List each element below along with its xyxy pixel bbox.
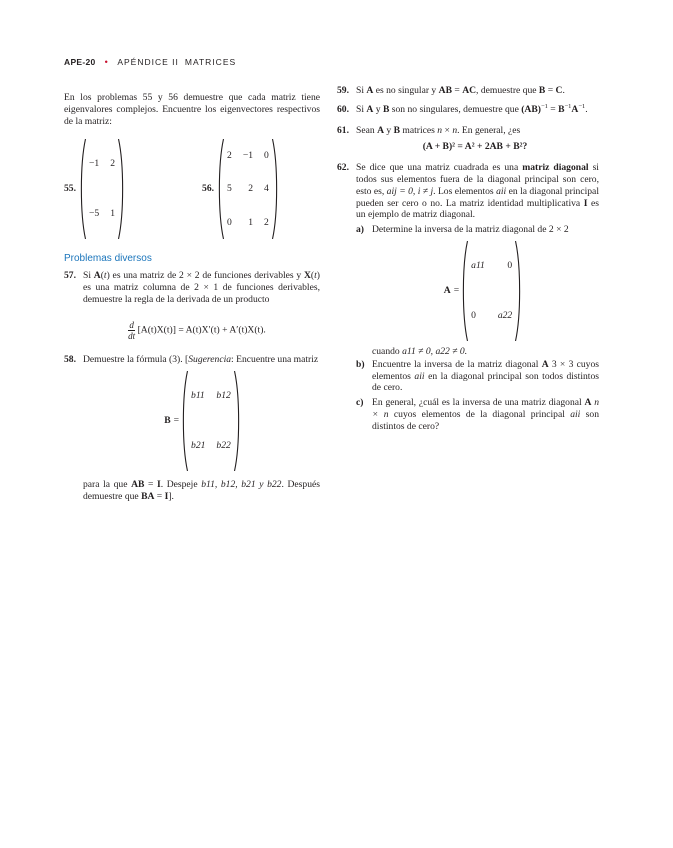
- matrix-A-diagonal: [462, 241, 521, 341]
- mA-r2c1: 0: [471, 310, 476, 322]
- p60-t3: son no singulares, demuestre que: [389, 103, 522, 115]
- p62-term: matriz diagonal: [522, 162, 589, 174]
- p61-t2: y: [384, 124, 394, 136]
- m56-r3c1: 0: [227, 216, 232, 228]
- p59-C: C: [555, 85, 563, 96]
- p57-paren-2: (: [310, 270, 315, 282]
- p59-t5: =: [545, 85, 556, 96]
- problem-62-number: 62.: [337, 162, 349, 174]
- p62-matrix-A-equation: [356, 241, 599, 341]
- p57-equation-text: [A(t)X(t)] = A(t)X′(t) + A′(t)X(t).: [137, 324, 266, 336]
- problem-58: [64, 354, 320, 366]
- p62-c-t2: cuyos elementos de la diagonal principal: [388, 408, 571, 420]
- p59-AC: AC: [462, 85, 477, 96]
- p61-B: B: [393, 124, 400, 136]
- p62-b-dim: 3 × 3: [548, 358, 574, 370]
- problem-55-number: 55.: [64, 183, 76, 195]
- p61-A: A: [377, 124, 384, 136]
- m56-r3c2: 1: [248, 216, 254, 228]
- p59-AB: AB: [438, 85, 452, 96]
- p60-exp-3: −1: [578, 102, 586, 110]
- p57-frac-num: d: [129, 319, 134, 330]
- problem-59-number: 59.: [337, 85, 349, 96]
- m55-r2c2: 1: [110, 208, 116, 220]
- p58-matrix-B-equation: [64, 371, 320, 471]
- p62-equals: =: [453, 285, 460, 297]
- page-code: APE-20: [64, 57, 96, 67]
- p62-a-cond: a11 ≠ 0, a22 ≠ 0.: [402, 345, 468, 357]
- p61-n2: n: [452, 124, 458, 136]
- p60-A: A: [366, 103, 374, 115]
- p61-t1: Sean: [356, 124, 378, 136]
- p62-c-aii: aii: [570, 408, 581, 420]
- running-header: [64, 57, 236, 67]
- problem-62-parts: [337, 224, 599, 432]
- header-bullet: •: [104, 57, 109, 67]
- p59-t1: Si: [356, 85, 367, 96]
- p62-b-label: b): [356, 358, 365, 370]
- p57-paren: (: [100, 270, 104, 282]
- p57-matrix-A: A: [93, 270, 101, 282]
- p62-t1: Se dice que una matriz cuadrada es una: [356, 162, 523, 174]
- p58-AB: AB: [131, 479, 145, 491]
- p58-text-1: Demuestre la fórmula (3). [: [83, 353, 189, 365]
- p57-text-2: ) es una matriz de 2 × 2 de funciones derivables y: [106, 270, 304, 282]
- p58-text-2: : Encuentre una matriz: [231, 353, 319, 365]
- p62-b-A: A: [541, 358, 549, 370]
- p60-t2: y: [373, 103, 383, 115]
- p62-A-label: A: [443, 285, 451, 297]
- p62-t3: . Los elementos: [433, 185, 497, 197]
- p57-text-3: ) es una matriz columna de 2 × 1 de funciones derivables, demuestre la regla de la derivada de un producto: [83, 270, 320, 305]
- mA-r1c1: a11: [471, 260, 485, 272]
- p58-text-3: para la que: [83, 479, 132, 491]
- right-column: [337, 85, 599, 433]
- p57-text-1: Si: [83, 270, 94, 282]
- p60-B-inv: B: [558, 103, 565, 115]
- p62-a-when: cuando: [372, 345, 403, 357]
- p58-B-label: B: [164, 415, 171, 427]
- m56-r2c3: 4: [264, 183, 269, 195]
- p59-t4: , demuestre que: [476, 85, 539, 96]
- p59-B: B: [538, 85, 546, 96]
- p62-b-t2: cuyos elementos: [372, 358, 600, 382]
- p59-t2: es no singular y: [373, 85, 439, 96]
- p62-aii: aii: [496, 185, 507, 197]
- mA-r1c2: 0: [507, 260, 513, 272]
- p58-BA: BA: [141, 491, 155, 503]
- p62-c-t1: En general, ¿cuál es la inversa de una matriz diagonal: [372, 397, 585, 409]
- section-heading: Problemas diversos: [64, 253, 152, 265]
- problem-60: [337, 104, 599, 116]
- p62-t4: en la diagonal principal pueden ser cero o no. La matriz identidad multiplicativa: [356, 185, 599, 209]
- p58-text-5: . Después demuestre que: [83, 479, 320, 503]
- left-column: [64, 92, 320, 503]
- section-label: MATRICES: [184, 57, 237, 67]
- problems-55-56-row: [64, 139, 320, 239]
- p60-t1: Si: [356, 103, 367, 115]
- mA-r2c2: a22: [497, 310, 513, 322]
- mB-r2c1: b21: [191, 440, 206, 452]
- m56-r1c2: −1: [242, 150, 254, 162]
- problem-61-number: 61.: [337, 124, 349, 136]
- p58-equals: =: [173, 415, 180, 427]
- p61-equation: (A + B)² = A² + 2AB + B²?: [422, 141, 528, 153]
- m55-r2c1: −5: [89, 208, 100, 220]
- p58-eq-2: =: [154, 491, 165, 503]
- m56-r3c3: 2: [264, 216, 269, 228]
- p62-b-t1: Encuentre la inversa de la matriz diagonal: [372, 358, 542, 370]
- matrix-55: [80, 139, 124, 239]
- p60-exp-2: −1: [564, 102, 572, 110]
- p60-exp-1: −1: [540, 102, 548, 110]
- p60-A-inv: A: [571, 103, 579, 115]
- p58-text-6: ].: [168, 491, 174, 503]
- mB-r1c2: b12: [216, 390, 231, 402]
- m55-r1c1: −1: [89, 158, 100, 170]
- mB-r2c2: b22: [216, 440, 231, 452]
- problem-62: [337, 162, 599, 221]
- p58-eq-1: =: [144, 479, 157, 491]
- p57-var-t-2: t: [314, 270, 317, 282]
- p61-n1: n: [437, 124, 443, 136]
- p57-product-rule-equation: [64, 320, 320, 341]
- p62-t5: es un ejemplo de matriz diagonal.: [356, 197, 599, 221]
- p57-frac-den: dt: [128, 330, 136, 341]
- p59-t6: .: [562, 85, 565, 96]
- problem-61: [337, 125, 599, 137]
- appendix-label: APÉNDICE II: [117, 57, 179, 67]
- intro-paragraph: En los problemas 55 y 56 demuestre que cada matriz tiene eigenvalores complejos. Encuentre los eigenvectores respectivos de la matriz:: [64, 92, 320, 127]
- p62-I: I: [583, 197, 588, 209]
- matrix-56: [218, 139, 278, 239]
- problem-57: [64, 270, 320, 305]
- p58-vars: b11, b12, b21 y b22: [201, 479, 282, 491]
- p62-part-c: [356, 397, 599, 432]
- problem-56-number: 56.: [202, 183, 215, 195]
- m56-r1c3: 0: [264, 150, 269, 162]
- problem-58-number: 58.: [64, 353, 76, 365]
- p62-part-a: [356, 224, 599, 236]
- problem-60-number: 60.: [337, 103, 349, 115]
- p57-var-t: t: [103, 270, 107, 282]
- m55-r1c2: 2: [110, 158, 116, 170]
- p62-b-aii: aii: [414, 370, 425, 382]
- p62-c-label: c): [356, 397, 364, 409]
- p62-b-t3: en la diagonal principal son todos distintos de cero.: [372, 370, 599, 394]
- p62-c-A: A: [584, 397, 592, 409]
- p58-I-2: I: [164, 491, 169, 503]
- p58-text-4: . Despeje: [160, 479, 202, 491]
- p60-B: B: [382, 103, 390, 115]
- p58-hint-label: Sugerencia: [188, 353, 232, 365]
- p60-t5: .: [585, 103, 588, 115]
- p62-a-condition: [356, 346, 599, 358]
- mB-r1c1: b11: [191, 390, 205, 402]
- p61-t4: . En general, ¿es: [457, 124, 521, 136]
- m56-r2c2: 2: [248, 183, 254, 195]
- p62-a-label: a): [356, 224, 364, 236]
- p62-a-text: Determine la inversa de la matriz diagonal de 2 × 2: [372, 224, 569, 236]
- p62-part-b: [356, 359, 599, 394]
- p59-A: A: [366, 85, 374, 96]
- p60-AB: (AB): [521, 103, 541, 115]
- m56-r1c1: 2: [227, 150, 232, 162]
- p62-t2: si todos sus elementos fuera de la diagonal principal son cero, esto es,: [356, 162, 599, 197]
- p62-c-t3: son distintos de cero?: [372, 408, 599, 432]
- problem-59: [337, 85, 599, 97]
- problem-58-continued: [64, 479, 320, 503]
- p61-t3: matrices: [400, 124, 438, 136]
- m56-r2c1: 5: [227, 183, 232, 195]
- p62-cond: aij = 0, i ≠ j: [386, 185, 434, 197]
- p58-I: I: [156, 479, 161, 491]
- matrix-B: [182, 371, 240, 471]
- p60-t4: =: [547, 103, 559, 115]
- problem-57-number: 57.: [64, 270, 76, 282]
- p61-times: ×: [442, 124, 453, 136]
- p59-t3: =: [451, 85, 463, 96]
- p62-c-dim: n × n: [372, 397, 599, 420]
- p57-matrix-X: X: [303, 270, 311, 282]
- p57-derivative-fraction: [128, 320, 135, 341]
